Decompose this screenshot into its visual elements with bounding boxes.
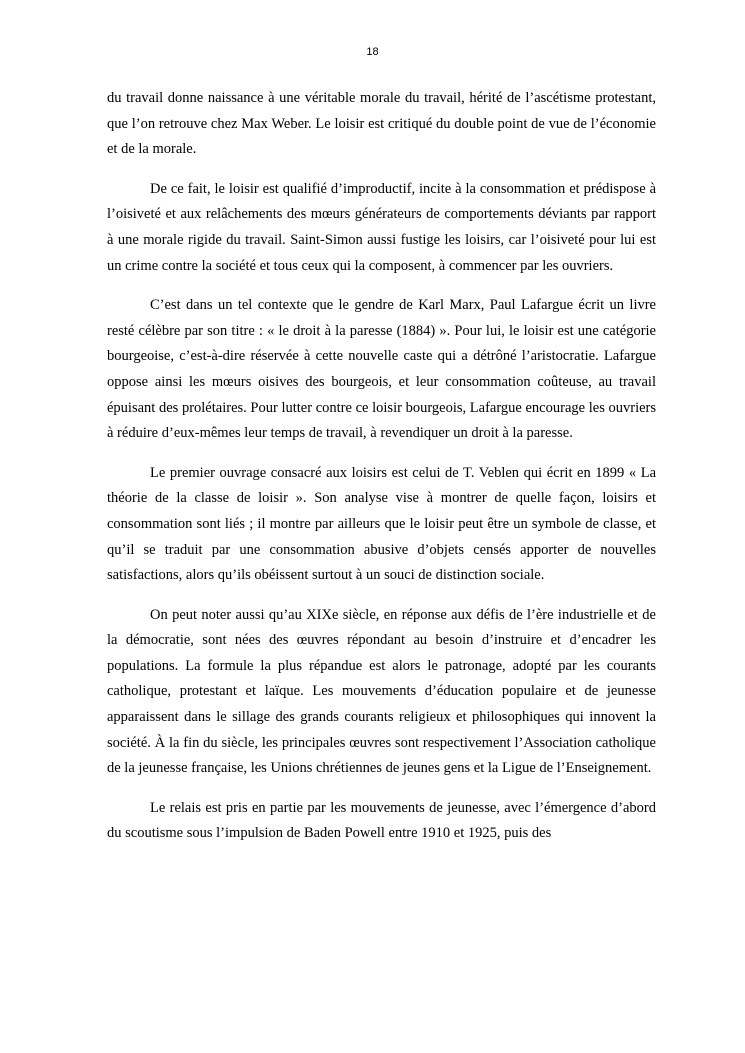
- paragraph-5: On peut noter aussi qu’au XIXe siècle, en réponse aux défis de l’ère industrielle et de la démocratie, sont nées des œuvres répondant au besoin d’instruire et d’encadrer les populations. La formule la plus répandue est alors le patronage, adopté par les courants catholique, protestant et laïque. Les mouvements d’éducation populaire et de jeunesse apparaissent dans le sillage des grands courants religieux et philosophiques qui innovent la société. À la fin du siècle, les principales œuvres sont respectivement l’Association catholique de la jeunesse française, les Unions chrétiennes de jeunes gens et la Ligue de l’Enseignement.: [107, 606, 656, 777]
- paragraph-3: C’est dans un tel contexte que le gendre de Karl Marx, Paul Lafargue écrit un livre resté célèbre par son titre : « le droit à la paresse (1884) ». Pour lui, le loisir est une catégorie bourgeoise, c’est-à-dire réservée à cette nouvelle caste qui a détrôné l’aristocratie. Lafargue oppose ainsi les mœurs oisives des bourgeois, et leur consommation coûteuse, au travail épuisant des prolétaires. Pour lutter contre ce loisir bourgeois, Lafargue encourage les ouvriers à réduire d’eux-mêmes leur temps de travail, à revendiquer un droit à la paresse.: [107, 297, 656, 442]
- paragraph-4: Le premier ouvrage consacré aux loisirs est celui de T. Veblen qui écrit en 1899 « La théorie de la classe de loisir ». Son analyse vise à montrer de quelle façon, loisirs et consommation sont liés ; il montre par ailleurs que le loisir peut être un symbole de classe, et qu’il se traduit par une consommation abusive d’objets censés apporter de nouvelles satisfactions, alors qu’ils obéissent surtout à un souci de distinction sociale.: [107, 464, 656, 584]
- page-number: 18: [366, 46, 379, 58]
- paragraph-2: De ce fait, le loisir est qualifié d’improductif, incite à la consommation et prédispose à l’oisiveté et aux relâchements des mœurs générateurs de comportements déviants par rapport à une morale rigide du travail. Saint-Simon aussi fustige les loisirs, car l’oisiveté pour lui est un crime contre la société et tous ceux qui la composent, à commencer par les ouvriers.: [107, 180, 656, 274]
- body-text: [107, 86, 656, 861]
- paragraph-1: du travail donne naissance à une véritable morale du travail, hérité de l’ascétisme protestant, que l’on retrouve chez Max Weber. Le loisir est critiqué du double point de vue de l’économie et de la morale.: [107, 90, 656, 158]
- paragraph-6: Le relais est pris en partie par les mouvements de jeunesse, avec l’émergence d’abord du scoutisme sous l’impulsion de Baden Powell entre 1910 et 1925, puis des: [107, 799, 656, 842]
